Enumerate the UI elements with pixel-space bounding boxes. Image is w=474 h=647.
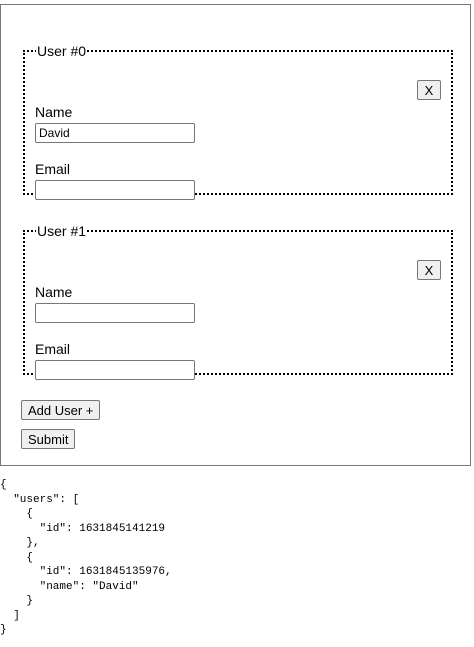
user-fieldset-1 [23,223,453,375]
remove-user-button[interactable]: X [417,80,441,100]
name-label: Name [35,104,73,120]
add-user-button[interactable]: Add User + [21,400,100,420]
user-legend: User #1 [37,223,87,239]
name-input[interactable] [35,123,195,143]
email-label: Email [35,161,71,177]
email-label: Email [35,341,71,357]
remove-user-button[interactable]: X [417,260,441,280]
name-input[interactable] [35,303,195,323]
user-legend: User #0 [37,43,87,59]
name-label: Name [35,284,73,300]
email-input[interactable] [35,180,195,200]
email-input[interactable] [35,360,195,380]
user-fieldset-0 [23,43,453,195]
submit-button[interactable]: Submit [21,429,75,449]
json-output: { "users": [ { "id": 1631845141219 }, { "id": 1631845135976, "name": "David" } ] } [0,479,172,636]
form-frame [0,4,471,466]
